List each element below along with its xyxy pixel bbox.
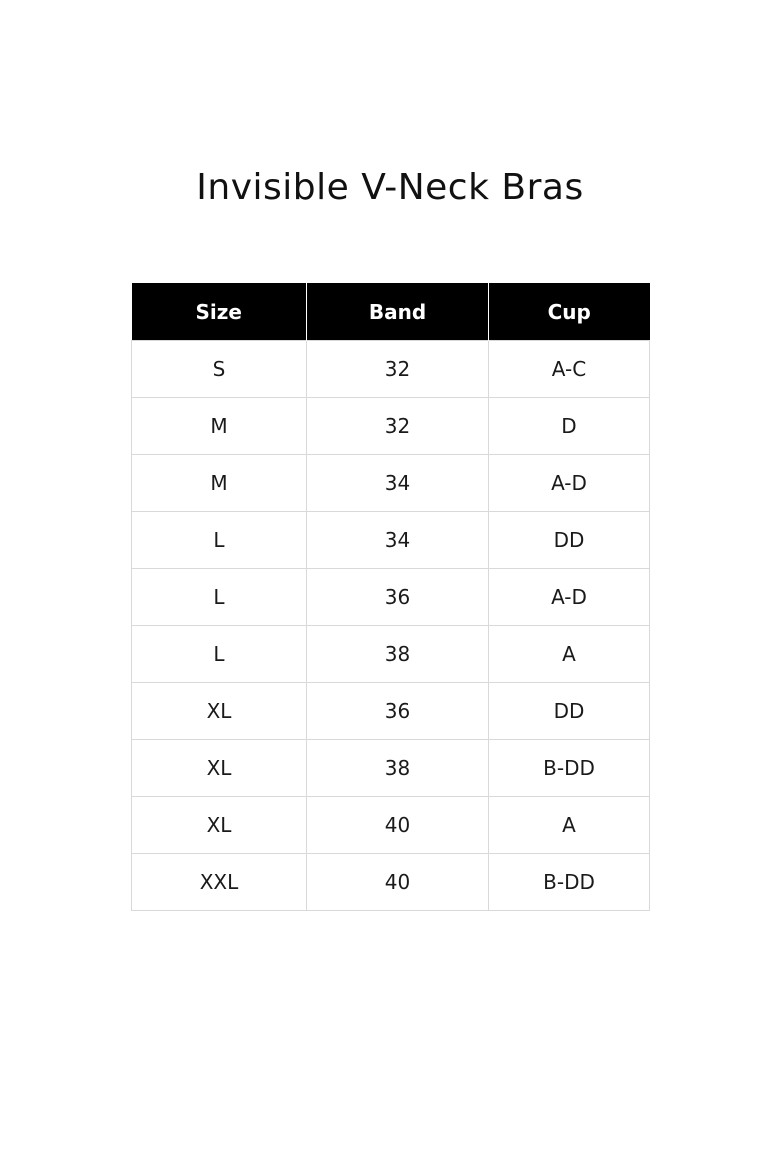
cell-band: 32 (307, 398, 489, 455)
cell-band: 34 (307, 512, 489, 569)
cell-cup: A-C (489, 341, 650, 398)
cell-size: XL (132, 740, 307, 797)
table-row (132, 683, 650, 740)
cell-size: L (132, 569, 307, 626)
size-chart-table (131, 283, 650, 911)
table-row (132, 569, 650, 626)
cell-size: XL (132, 797, 307, 854)
table-row (132, 854, 650, 911)
cell-size: XXL (132, 854, 307, 911)
cell-band: 40 (307, 797, 489, 854)
cell-size: L (132, 512, 307, 569)
table-row (132, 398, 650, 455)
cell-cup: B-DD (489, 740, 650, 797)
cell-cup: A (489, 626, 650, 683)
cell-band: 34 (307, 455, 489, 512)
table-row (132, 740, 650, 797)
table-row (132, 512, 650, 569)
page-title: Invisible V-Neck Bras (196, 167, 584, 208)
cell-size: L (132, 626, 307, 683)
cell-band: 36 (307, 683, 489, 740)
column-header-size: Size (132, 283, 307, 341)
cell-size: M (132, 398, 307, 455)
column-header-cup: Cup (489, 283, 650, 341)
cell-band: 32 (307, 341, 489, 398)
table-row (132, 626, 650, 683)
cell-cup: DD (489, 683, 650, 740)
cell-band: 38 (307, 626, 489, 683)
table-header-row (132, 283, 650, 341)
cell-cup: B-DD (489, 854, 650, 911)
cell-band: 38 (307, 740, 489, 797)
cell-size: M (132, 455, 307, 512)
cell-cup: A (489, 797, 650, 854)
table-row (132, 455, 650, 512)
cell-band: 40 (307, 854, 489, 911)
table-row (132, 797, 650, 854)
column-header-band: Band (307, 283, 489, 341)
cell-band: 36 (307, 569, 489, 626)
cell-size: XL (132, 683, 307, 740)
cell-cup: A-D (489, 455, 650, 512)
cell-cup: D (489, 398, 650, 455)
cell-cup: DD (489, 512, 650, 569)
cell-size: S (132, 341, 307, 398)
table-row (132, 341, 650, 398)
cell-cup: A-D (489, 569, 650, 626)
